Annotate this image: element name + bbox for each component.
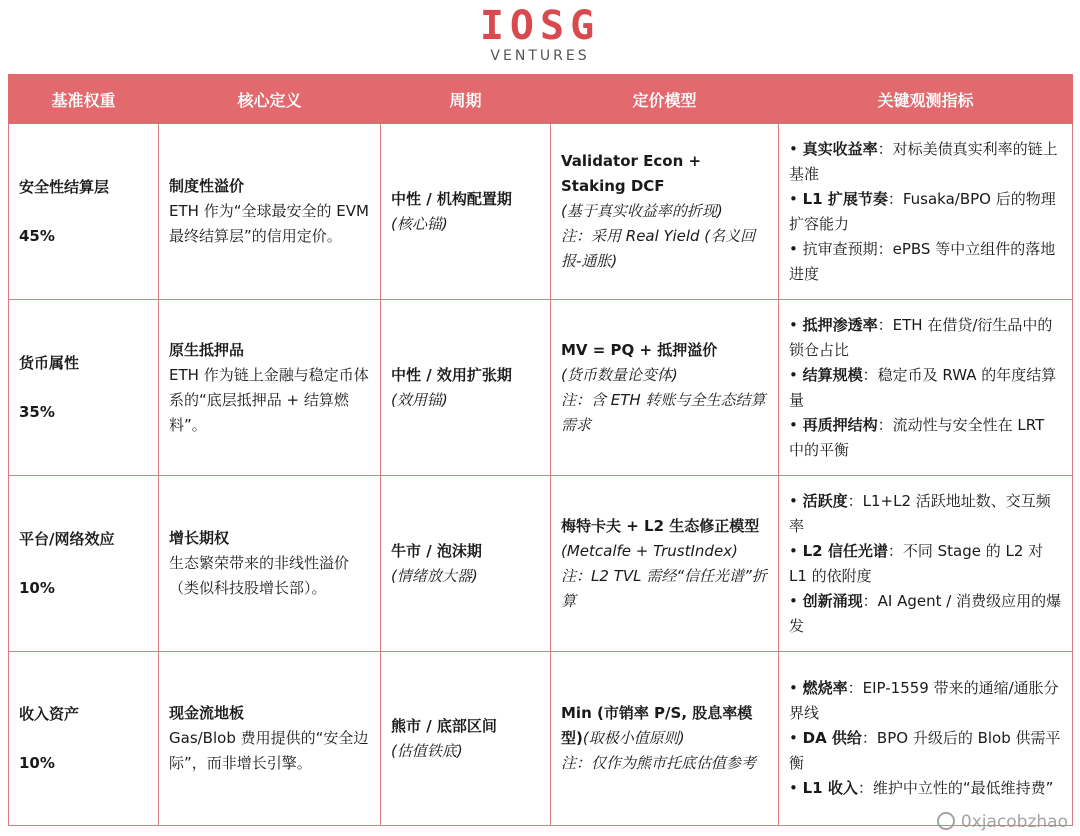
weight-percent: 45% <box>19 226 55 245</box>
indicators-cell <box>779 124 1073 300</box>
watermark <box>937 812 1068 832</box>
cycle-main: 中性 / 机构配置期 <box>391 189 512 208</box>
indicator-item: • 抵押渗透率：ETH 在借贷/衍生品中的锁仓占比 <box>789 315 1053 359</box>
pricing-model-title <box>561 338 768 363</box>
indicator-key: 真实收益率 <box>802 139 878 158</box>
definition-body: ETH 作为“全球最安全的 EVM 最终结算层”的信用定价。 <box>169 202 369 245</box>
indicator-item: • 抗审查预期：ePBS 等中立组件的落地进度 <box>789 239 1056 283</box>
pricing-model-name: 梅特卡夫 + L2 生态修正模型 <box>561 516 760 535</box>
cycle-cell <box>381 476 551 652</box>
definition-body: 生态繁荣带来的非线性溢价（类似科技股增长部）。 <box>169 554 350 597</box>
weight-cell <box>9 476 159 652</box>
pricing-model-title <box>561 149 768 199</box>
definition-cell <box>159 652 381 826</box>
indicators-cell <box>779 476 1073 652</box>
pricing-model-note: 注：L2 TVL 需经“信任光谱”折算 <box>561 566 767 610</box>
pricing-model-title <box>561 514 768 539</box>
indicator-text: ：不同 Stage 的 L2 对 L1 的依附度 <box>789 541 1044 585</box>
indicators-cell <box>779 652 1073 826</box>
definition-title: 增长期权 <box>169 529 230 547</box>
cycle-cell <box>381 652 551 826</box>
weight-name: 平台/网络效应 <box>19 529 115 548</box>
paw-icon <box>937 812 955 830</box>
table-row <box>9 652 1073 826</box>
pricing-model-name: MV = PQ + 抵押溢价 <box>561 340 718 359</box>
header-definition: 核心定义 <box>159 75 381 124</box>
pricing-model-cell <box>551 300 779 476</box>
cycle-main: 牛市 / 泡沫期 <box>391 541 482 560</box>
weight-name: 安全性结算层 <box>19 177 110 196</box>
cycle-sub: (估值铁底) <box>391 741 463 760</box>
indicator-item: • 活跃度：L1+L2 活跃地址数、交互频率 <box>789 491 1051 535</box>
definition-title: 原生抵押品 <box>169 340 245 359</box>
indicator-text: ：稳定币及 RWA 的年度结算量 <box>789 365 1057 409</box>
logo-subtitle: VENTURES <box>490 48 590 64</box>
definition-cell <box>159 124 381 300</box>
indicator-key: 抵押渗透率 <box>802 315 878 334</box>
logo-mark: IOSG <box>479 3 601 49</box>
indicator-item: • 创新涌现：AI Agent / 消费级应用的爆发 <box>789 591 1062 635</box>
indicator-item: • L1 扩展节奏：Fusaka/BPO 后的物理扩容能力 <box>789 189 1056 233</box>
valuation-table <box>8 74 1073 826</box>
indicator-item: • L2 信任光谱：不同 Stage 的 L2 对 L1 的依附度 <box>789 541 1044 585</box>
pricing-model-name: Validator Econ + Staking DCF <box>561 152 702 195</box>
indicator-text: ：L1+L2 活跃地址数、交互频率 <box>789 491 1051 535</box>
indicator-text: ：流动性与安全性在 LRT 中的平衡 <box>789 415 1045 459</box>
indicator-item: • DA 供给：BPO 升级后的 Blob 供需平衡 <box>789 729 1061 772</box>
indicator-item: • 燃烧率：EIP-1559 带来的通缩/通胀分界线 <box>789 679 1059 722</box>
watermark-text: 0xjacobzhao <box>960 812 1068 832</box>
table-row <box>9 300 1073 476</box>
definition-body: Gas/Blob 费用提供的“安全边际”，而非增长引擎。 <box>169 729 369 772</box>
indicator-text: ：BPO 升级后的 Blob 供需平衡 <box>789 729 1061 772</box>
weight-cell <box>9 124 159 300</box>
indicator-text: 抗审查预期：ePBS 等中立组件的落地进度 <box>789 239 1056 283</box>
weight-name: 收入资产 <box>19 704 80 723</box>
pricing-model-inline: (取极小值原则) <box>582 729 685 747</box>
indicator-key: 再质押结构 <box>802 415 878 434</box>
definition-cell <box>159 476 381 652</box>
pricing-model-note: 注：含 ETH 转账与全生态结算需求 <box>561 390 766 434</box>
pricing-model-name: Min (市销率 P/S, 股息率模型) <box>561 704 753 747</box>
header-pricing-model: 定价模型 <box>551 75 779 124</box>
pricing-model-cell <box>551 124 779 300</box>
logo <box>0 3 1080 68</box>
definition-cell <box>159 300 381 476</box>
weight-percent: 10% <box>19 578 55 597</box>
indicator-key: 燃烧率 <box>802 679 848 697</box>
indicator-key: L1 收入 <box>802 779 858 797</box>
indicator-text: ：对标美债真实利率的链上基准 <box>789 139 1058 183</box>
indicator-text: ：ETH 在借贷/衍生品中的锁仓占比 <box>789 315 1053 359</box>
pricing-model-note: 注：采用 Real Yield (名义回报-通胀) <box>561 227 756 270</box>
cycle-sub: (情绪放大器) <box>391 566 478 585</box>
pricing-model-cell <box>551 476 779 652</box>
indicator-text: ：AI Agent / 消费级应用的爆发 <box>789 591 1062 635</box>
indicator-text: ：Fusaka/BPO 后的物理扩容能力 <box>789 189 1056 233</box>
cycle-sub: (效用锚) <box>391 390 448 409</box>
header-cycle: 周期 <box>381 75 551 124</box>
header-weight: 基准权重 <box>9 75 159 124</box>
cycle-cell <box>381 124 551 300</box>
cycle-sub: (核心锚) <box>391 214 448 233</box>
weight-percent: 35% <box>19 402 55 421</box>
indicator-item: • L1 收入：维护中立性的“最低维持费” <box>789 779 1054 797</box>
weight-cell <box>9 300 159 476</box>
cycle-main: 中性 / 效用扩张期 <box>391 365 512 384</box>
header-indicators: 关键观测指标 <box>779 75 1073 124</box>
pricing-model-sub: (Metcalfe + TrustIndex) <box>561 541 738 560</box>
weight-cell <box>9 652 159 826</box>
indicator-text: ：维护中立性的“最低维持费” <box>857 779 1054 797</box>
indicator-key: L1 扩展节奏 <box>802 189 888 208</box>
indicator-key: 创新涌现 <box>802 591 863 610</box>
table-row <box>9 476 1073 652</box>
definition-title: 现金流地板 <box>169 704 245 722</box>
weight-name: 货币属性 <box>19 353 80 372</box>
indicator-key: 活跃度 <box>802 491 848 510</box>
pricing-model-cell <box>551 652 779 826</box>
indicator-item: • 结算规模：稳定币及 RWA 的年度结算量 <box>789 365 1057 409</box>
pricing-model-sub: (基于真实收益率的折现) <box>561 202 723 220</box>
pricing-model-sub: (货币数量论变体) <box>561 365 678 384</box>
indicator-key: DA 供给 <box>802 729 862 747</box>
pricing-model-title <box>561 701 768 751</box>
cycle-main: 熊市 / 底部区间 <box>391 716 497 735</box>
indicator-item: • 再质押结构：流动性与安全性在 LRT 中的平衡 <box>789 415 1045 459</box>
definition-body: ETH 作为链上金融与稳定币体系的“底层抵押品 + 结算燃料”。 <box>169 365 369 434</box>
indicator-key: 结算规模 <box>802 365 863 384</box>
pricing-model-note: 注：仅作为熊市托底估值参考 <box>561 754 757 772</box>
weight-percent: 10% <box>19 753 55 772</box>
cycle-cell <box>381 300 551 476</box>
indicator-item: • 真实收益率：对标美债真实利率的链上基准 <box>789 139 1058 183</box>
table-row <box>9 124 1073 300</box>
indicator-text: ：EIP-1559 带来的通缩/通胀分界线 <box>789 679 1059 722</box>
definition-title: 制度性溢价 <box>169 177 245 195</box>
indicators-cell <box>779 300 1073 476</box>
indicator-key: L2 信任光谱 <box>802 541 888 560</box>
table-header-row <box>9 75 1073 124</box>
